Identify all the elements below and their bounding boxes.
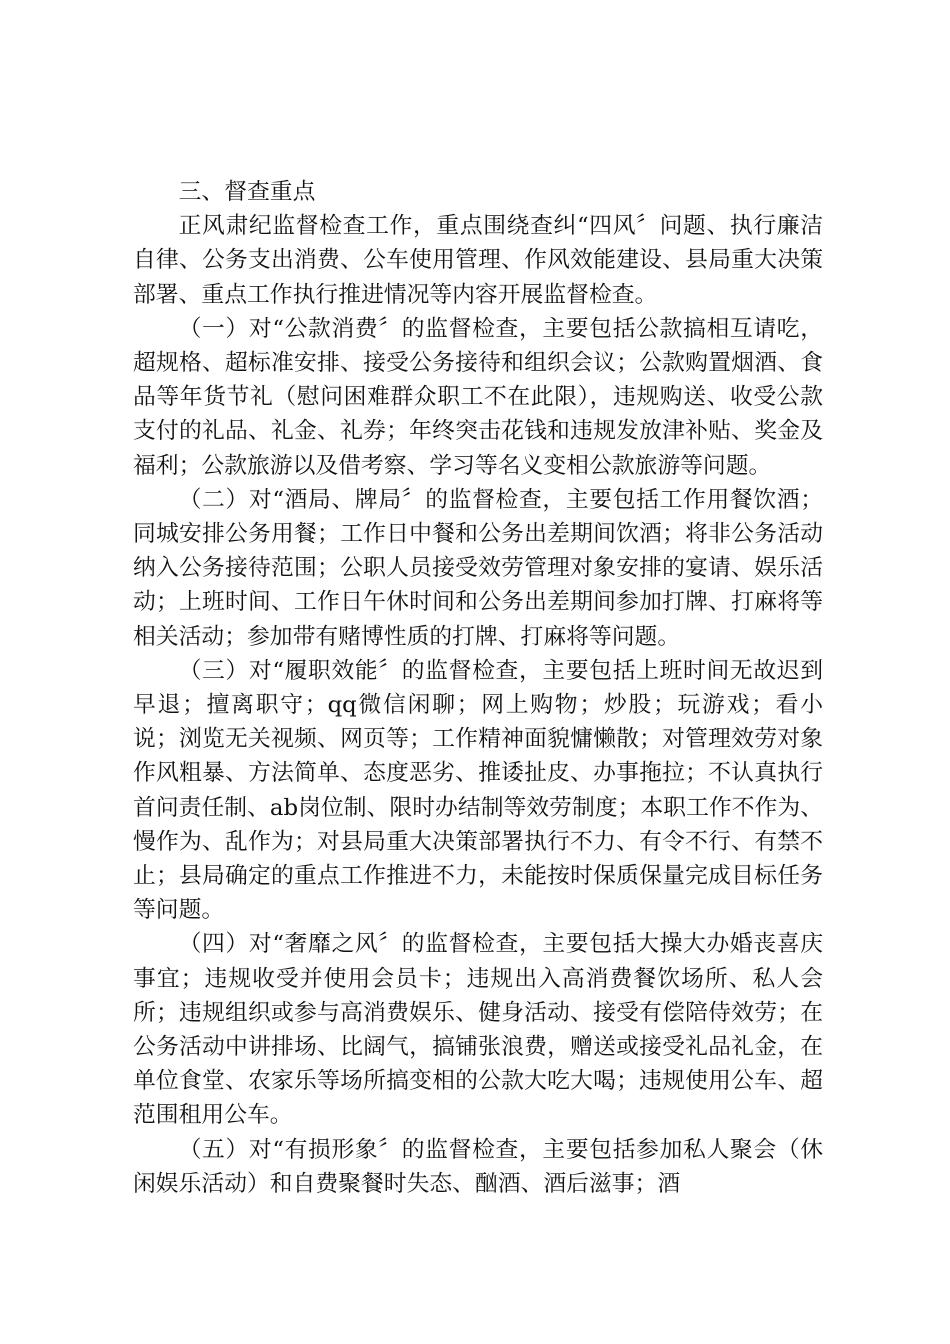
paragraph-public-funds: （一）对“公款消费〞的监督检查，主要包括公款搞相互请吃，超规格、超标准安排、接受公务接待和组织会议；公款购置烟酒、食品等年货节礼（慰问困难群众职工不在此限），违规购送、收受公款支付的礼品、礼金、礼券；年终突击花钱和违规发放津补贴、奖金及福利；公款旅游以及借考察、学习等名义变相公款旅游等问题。 [133, 315, 823, 479]
paragraph-intro: 正风肃纪监督检查工作，重点围绕查纠“四风〞问题、执行廉洁自律、公务支出消费、公车使用管理、作风效能建设、县局重大决策部署、重点工作执行推进情况等内容开展监督检查。 [133, 213, 823, 308]
section-heading: 三、督查重点 [178, 179, 316, 205]
paragraph-extravagance: （四）对“奢靡之风〞的监督检查，主要包括大操大办婚丧喜庆事宜；违规收受并使用会员卡；违规出入高消费餐饮场所、私人会所；违规组织或参与高消费娱乐、健身活动、接受有偿陪侍效劳；在公务活动中讲排场、比阔气，搞铺张浪费，赠送或接受礼品礼金，在单位食堂、农家乐等场所搞变相的公款大吃大喝；违规使用公车、超范围租用公车。 [133, 931, 823, 1129]
paragraph-work-efficiency: （三）对“履职效能〞的监督检查，主要包括上班时间无故迟到早退；擅离职守；qq微信闲聊；网上购物；炒股；玩游戏；看小说；浏览无关视频、网页等；工作精神面貌慵懒散；对管理效劳对象作风粗暴、方法简单、态度恶劣、推诿扯皮、办事拖拉；不认真执行首问责任制、ab岗位制、限时办结制等效劳制度；本职工作不作为、慢作为、乱作为；对县局重大决策部署执行不力、有令不行、有禁不止；县局确定的重点工作推进不力，未能按时保质保量完成目标任务等问题。 [133, 657, 823, 924]
paragraph-image-damage: （五）对“有损形象〞的监督检查，主要包括参加私人聚会（休闲娱乐活动）和自费聚餐时失态、酗酒、酒后滋事；酒 [133, 1136, 823, 1197]
paragraph-drinking-gambling: （二）对“酒局、牌局〞的监督检查，主要包括工作用餐饮酒；同城安排公务用餐；工作日中餐和公务出差期间饮酒；将非公务活动纳入公务接待范围；公职人员接受效劳管理对象安排的宴请、娱乐活动；上班时间、工作日午休时间和公务出差期间参加打牌、打麻将等相关活动；参加带有赌博性质的打牌、打麻将等问题。 [133, 486, 823, 650]
document-page [133, 175, 823, 1201]
